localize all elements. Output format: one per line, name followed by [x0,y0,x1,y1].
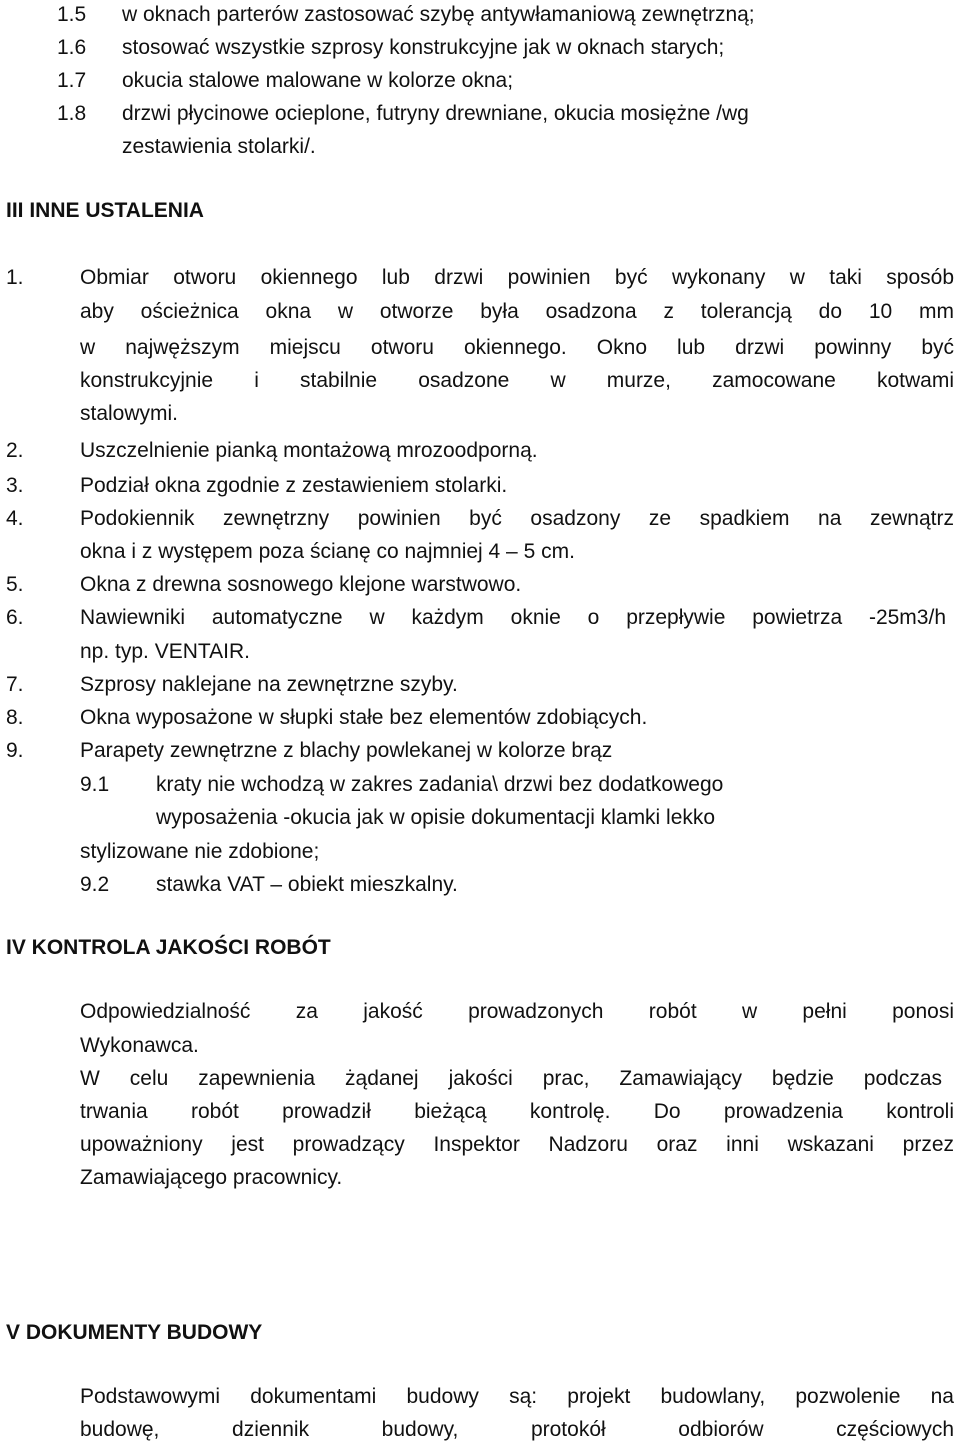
item-number: 1.7 [57,69,87,92]
list-item-continuation: np. typ. VENTAIR. [80,640,250,663]
list-item-text: Parapety zewnętrzne z blachy powlekanej w kolorze brąz [80,739,613,762]
section-heading: IV KONTROLA JAKOŚCI ROBÓT [6,936,331,959]
item-number: 1. [6,266,24,289]
paragraph-line: budowę, dziennik budowy, protokół odbiorów częściowych [80,1418,954,1441]
item-number: 6. [6,606,24,629]
item-number: 1.8 [57,102,87,125]
list-item-continuation: stylizowane nie zdobione; [80,840,320,863]
paragraph-line: Zamawiającego pracownicy. [80,1166,343,1189]
list-item-text: Nawiewniki automatyczne w każdym oknie o przepływie powietrza -25m3/h [80,606,946,629]
section-heading: III INNE USTALENIA [6,199,204,222]
item-number: 4. [6,507,24,530]
item-number: 5. [6,573,24,596]
item-number: 1.6 [57,36,87,59]
paragraph-line: Odpowiedzialność za jakość prowadzonych robót w pełni ponosi [80,1000,954,1023]
section-heading: V DOKUMENTY BUDOWY [6,1321,263,1344]
list-item-continuation: zestawienia stolarki/. [122,135,316,158]
list-item-text: drzwi płycinowe ocieplone, futryny drewniane, okucia mosiężne /wg [122,102,749,125]
paragraph-line: trwania robót prowadził bieżącą kontrolę. Do prowadzenia kontroli [80,1100,954,1123]
paragraph-line: w najwęższym miejscu otworu okiennego. Okno lub drzwi powinny być [80,336,954,359]
paragraph-line: Obmiar otworu okiennego lub drzwi powinien być wykonany w taki sposób [80,266,954,289]
list-item-text: stosować wszystkie szprosy konstrukcyjne jak w oknach starych; [122,36,725,59]
item-number: 3. [6,474,24,497]
item-number: 9. [6,739,24,762]
item-number: 1.5 [57,3,87,26]
list-item-text: w oknach parterów zastosować szybę antywłamaniową zewnętrzną; [122,3,755,26]
item-number: 2. [6,439,24,462]
list-item-text: Uszczelnienie pianką montażową mrozoodporną. [80,439,538,462]
list-item-text: Podział okna zgodnie z zestawieniem stolarki. [80,474,508,497]
paragraph-line: W celu zapewnienia żądanej jakości prac, Zamawiający będzie podczas [80,1067,942,1090]
item-number: 9.1 [80,773,110,796]
item-number: 7. [6,673,24,696]
list-item-continuation: okna i z występem poza ścianę co najmniej 4 – 5 cm. [80,540,575,563]
list-item-text: Okna wyposażone w słupki stałe bez elementów zdobiących. [80,706,648,729]
list-item-text: stawka VAT – obiekt mieszkalny. [156,873,458,896]
paragraph-line: upoważniony jest prowadzący Inspektor Nadzoru oraz inni wskazani przez [80,1133,954,1156]
paragraph-line: Wykonawca. [80,1034,199,1057]
paragraph-line: Podstawowymi dokumentami budowy są: projekt budowlany, pozwolenie na [80,1385,954,1408]
item-number: 9.2 [80,873,110,896]
list-item-continuation: wyposażenia -okucia jak w opisie dokumentacji klamki lekko [156,806,716,829]
list-item-text: okucia stalowe malowane w kolorze okna; [122,69,514,92]
list-item-text: kraty nie wchodzą w zakres zadania\ drzwi bez dodatkowego [156,773,724,796]
paragraph-line: aby ościeżnica okna w otworze była osadzona z tolerancją do 10 mm [80,300,954,323]
paragraph-line: konstrukcyjnie i stabilnie osadzone w murze, zamocowane kotwami [80,369,954,392]
paragraph-line: stalowymi. [80,402,179,425]
item-number: 8. [6,706,24,729]
list-item-text: Podokiennik zewnętrzny powinien być osadzony ze spadkiem na zewnątrz [80,507,954,530]
list-item-text: Okna z drewna sosnowego klejone warstwowo. [80,573,522,596]
list-item-text: Szprosy naklejane na zewnętrzne szyby. [80,673,458,696]
